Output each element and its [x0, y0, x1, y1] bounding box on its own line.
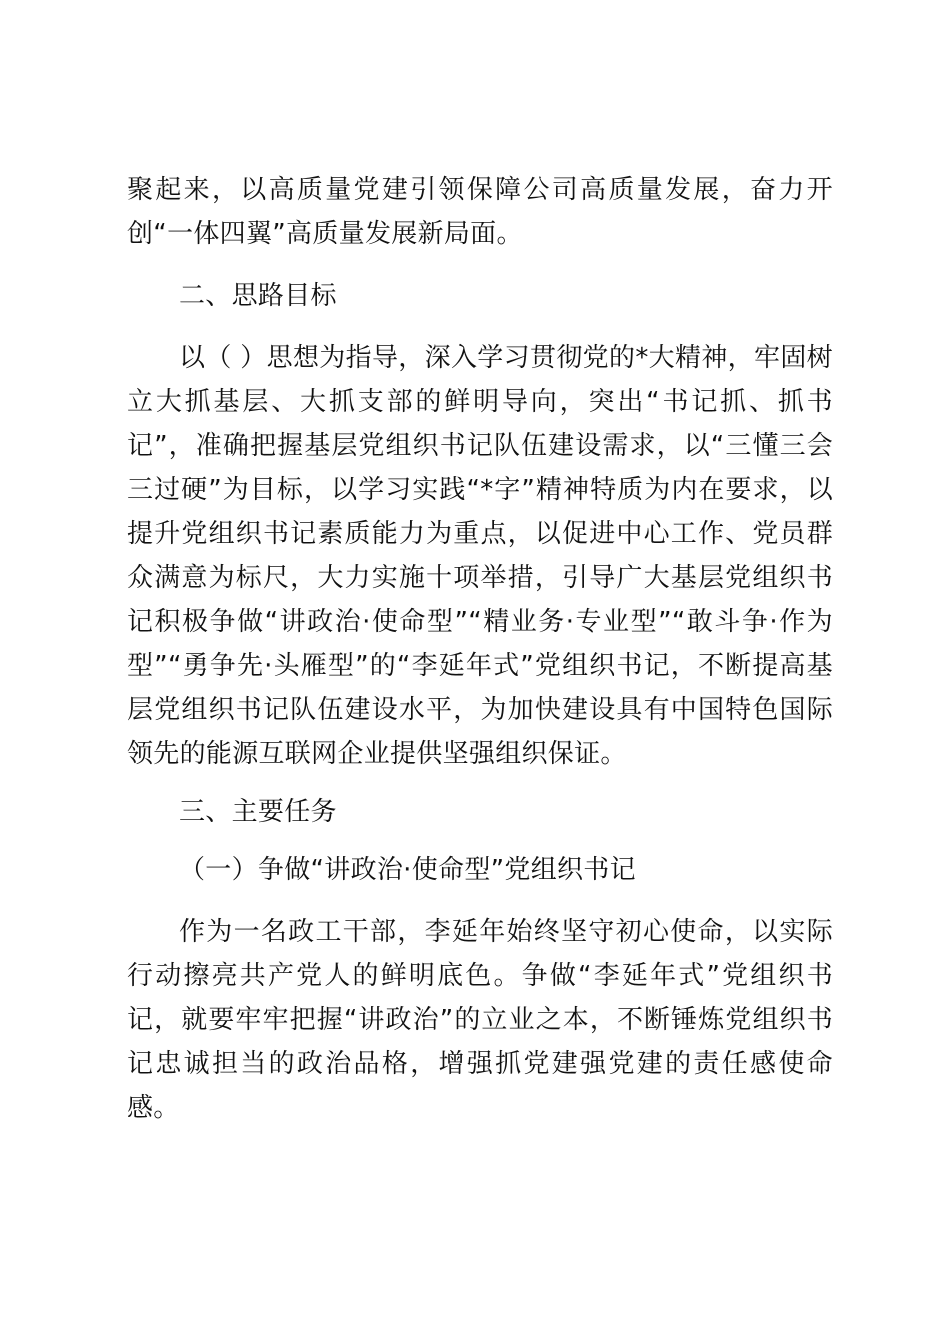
- task-1-paragraph: 作为一名政工干部，李延年始终坚守初心使命，以实际行动擦亮共产党人的鲜明底色。争做“李延年式”党组织书记，就要牢牢把握“讲政治”的立业之本，不断锤炼党组织书记忠诚担当的政治品格，增强抓党建强党建的责任感使命感。: [127, 917, 833, 1123]
- subsection-heading-1: （一）争做“讲政治·使命型”党组织书记: [179, 855, 636, 885]
- section-heading-goals: 二、思路目标: [179, 281, 337, 311]
- document-body: [127, 168, 833, 1130]
- section-heading-tasks: 三、主要任务: [179, 797, 337, 827]
- goals-paragraph: 以（ ）思想为指导，深入学习贯彻党的*大精神，牢固树立大抓基层、大抓支部的鲜明导向，突出“书记抓、抓书记”，准确把握基层党组织书记队伍建设需求，以“三懂三会三过硬”为目标，以学习实践“*字”精神特质为内在要求，以提升党组织书记素质能力为重点，以促进中心工作、党员群众满意为标尺，大力实施十项举措，引导广大基层党组织书记积极争做“讲政治·使命型”“精业务·专业型”“敢斗争·作为型”“勇争先·头雁型”的“李延年式”党组织书记，不断提高基层党组织书记队伍建设水平，为加快建设具有中国特色国际领先的能源互联网企业提供坚强组织保证。: [127, 343, 833, 769]
- continuation-paragraph: 聚起来，以高质量党建引领保障公司高质量发展，奋力开创“一体四翼”高质量发展新局面。: [127, 175, 833, 249]
